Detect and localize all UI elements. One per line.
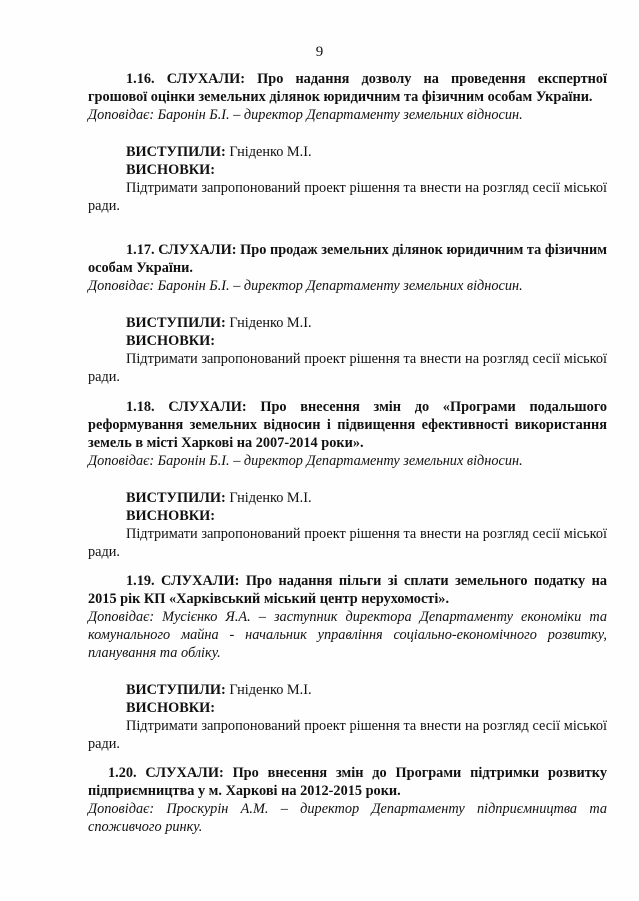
conclusions-line (88, 332, 607, 350)
item-number: 1.19. (126, 573, 155, 589)
item-heading (88, 764, 607, 800)
agenda-item (88, 70, 607, 215)
heard-label: СЛУХАЛИ: (168, 399, 247, 415)
item-speaker: Доповідає: Баронін Б.І. – директор Департаменту земельних відносин. (88, 107, 523, 123)
item-title: Про надання пільги зі сплати земельного податку на 2015 рік КП «Харківський міський центр нерухомості». (88, 573, 608, 607)
conclusion-body: Підтримати запропонований проект рішення та внести на розгляд сесії міської ради. (88, 718, 607, 752)
conclusions-label: ВИСНОВКИ: (126, 333, 216, 349)
spoke-line (88, 314, 607, 332)
item-speaker: Доповідає: Баронін Б.І. – директор Департаменту земельних відносин. (88, 453, 523, 469)
heard-label: СЛУХАЛИ: (158, 242, 237, 258)
conclusions-label: ВИСНОВКИ: (126, 162, 216, 178)
agenda-item (88, 398, 607, 561)
item-number: 1.16. (126, 71, 155, 87)
spoke-name: Гніденко М.І. (229, 315, 312, 331)
item-heading (88, 572, 607, 608)
item-speaker: Доповідає: Мусієнко Я.А. – заступник директора Департаменту економіки та комунального майна - начальник управління соціально-економічного розвитку, планування та обліку. (88, 609, 607, 661)
agenda-item (88, 764, 607, 836)
conclusion-body: Підтримати запропонований проект рішення та внести на розгляд сесії міської ради. (88, 351, 607, 385)
item-title: Про продаж земельних ділянок юридичним та фізичним особам України. (88, 242, 608, 276)
conclusion-text (88, 179, 607, 215)
conclusions-line (88, 699, 607, 717)
spoke-label: ВИСТУПИЛИ: (126, 144, 226, 160)
spoke-name: Гніденко М.І. (229, 490, 312, 506)
conclusion-text (88, 350, 607, 386)
spoke-line (88, 143, 607, 161)
spoke-label: ВИСТУПИЛИ: (126, 315, 226, 331)
item-speaker: Доповідає: Проскурін А.М. – директор Департаменту підприємництва та споживчого ринку. (88, 801, 607, 835)
heard-label: СЛУХАЛИ: (161, 573, 240, 589)
item-number: 1.18. (126, 399, 155, 415)
conclusions-line (88, 161, 607, 179)
agenda-item (88, 241, 607, 386)
spoke-label: ВИСТУПИЛИ: (126, 682, 226, 698)
spoke-line (88, 489, 607, 507)
page-number: 9 (315, 44, 324, 60)
spoke-name: Гніденко М.І. (229, 144, 312, 160)
agenda-item (88, 572, 607, 753)
item-number: 1.17. (126, 242, 155, 258)
heard-label: СЛУХАЛИ: (145, 765, 224, 781)
item-title: Про внесення змін до «Програми подальшого реформування земельних відносин і підвищення ефективності використання земель в місті Харкові на 2007-2014 роки». (88, 399, 608, 451)
conclusions-line (88, 507, 607, 525)
spoke-name: Гніденко М.І. (229, 682, 312, 698)
heard-label: СЛУХАЛИ: (166, 71, 246, 87)
conclusions-label: ВИСНОВКИ: (126, 700, 216, 716)
conclusion-body: Підтримати запропонований проект рішення та внести на розгляд сесії міської ради. (88, 526, 607, 560)
item-heading (88, 70, 607, 106)
conclusion-text (88, 525, 607, 561)
spoke-label: ВИСТУПИЛИ: (126, 490, 226, 506)
item-title: Про внесення змін до Програми підтримки розвитку підприємництва у м. Харкові на 2012-2015 роки. (88, 765, 607, 799)
spoke-line (88, 681, 607, 699)
item-number: 1.20. (108, 765, 137, 781)
item-heading (88, 241, 607, 277)
item-speaker: Доповідає: Баронін Б.І. – директор Департаменту земельних відносин. (88, 278, 523, 294)
conclusions-label: ВИСНОВКИ: (126, 508, 216, 524)
conclusion-body: Підтримати запропонований проект рішення та внести на розгляд сесії міської ради. (88, 180, 607, 214)
conclusion-text (88, 717, 607, 753)
item-heading (88, 398, 607, 452)
item-title: Про надання дозволу на проведення експертної грошової оцінки земельних ділянок юридичним та фізичним особам України. (88, 71, 608, 105)
